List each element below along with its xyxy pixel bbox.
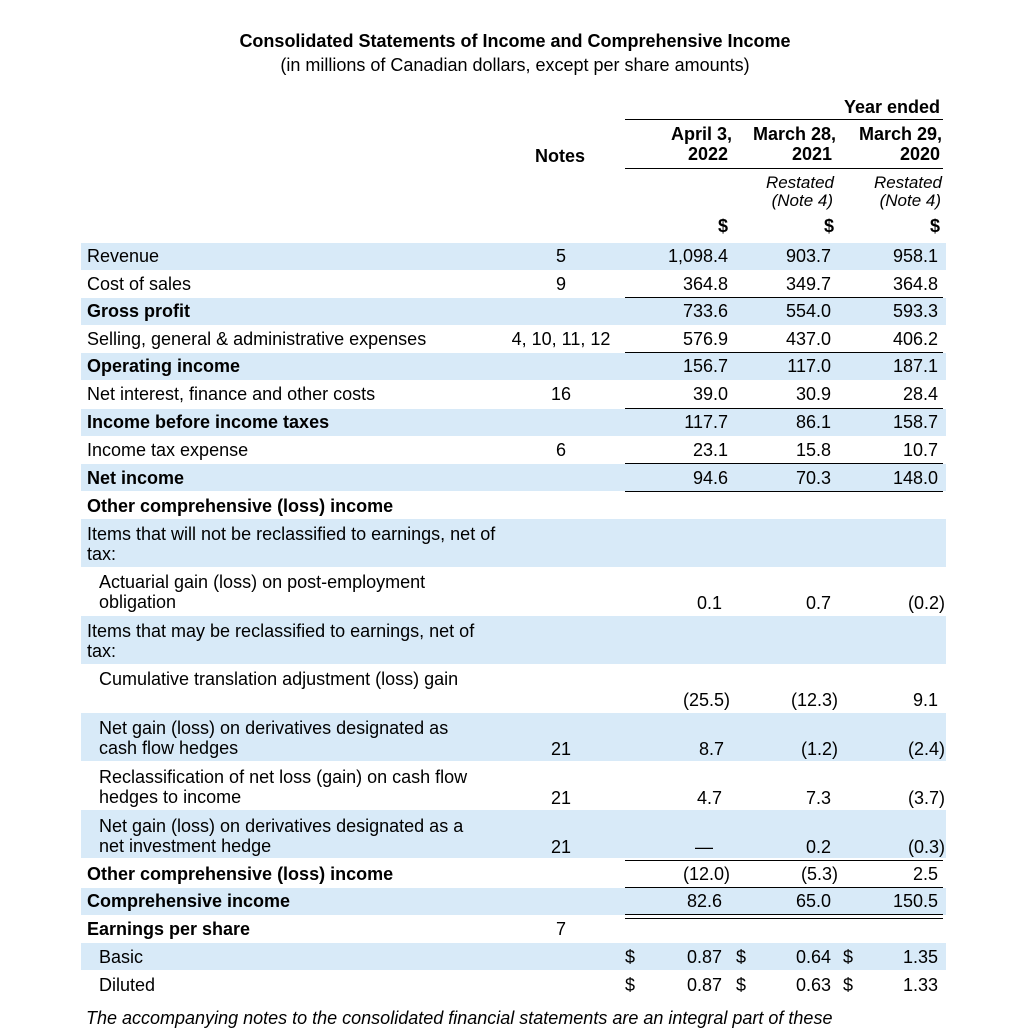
cell-2022: 94.6	[692, 468, 728, 488]
section-subheader: Items that may be reclassified to earnings, net of tax:	[87, 621, 475, 661]
row-notes: 5	[555, 246, 566, 266]
row-notes: 21	[550, 837, 572, 857]
cell-2020: 593.3	[892, 301, 938, 321]
cell-2022: (12.0)	[682, 864, 730, 884]
header-rule	[625, 119, 943, 120]
cell-2020: 1.33	[902, 975, 938, 995]
cell-2020: 958.1	[892, 246, 938, 266]
cell-2020: 187.1	[892, 356, 938, 376]
cell-2020: (2.4)	[907, 739, 945, 759]
col2-date: March 28,	[752, 124, 836, 144]
cell-2021: 554.0	[785, 301, 831, 321]
col1-year: 2022	[687, 144, 728, 164]
cell-2021: 0.7	[805, 593, 831, 613]
currency-symbol: $	[625, 975, 636, 995]
total-rule	[625, 491, 943, 492]
cell-2021: 70.3	[795, 468, 831, 488]
row-label: Basic	[99, 947, 144, 967]
cell-2020: 10.7	[902, 440, 938, 460]
cell-2020: (3.7)	[907, 788, 945, 808]
cell-2022: (25.5)	[682, 690, 730, 710]
row-notes: 6	[555, 440, 566, 460]
cell-2022: 0.1	[696, 593, 722, 613]
cell-2021: 7.3	[805, 788, 831, 808]
cell-2021: 0.63	[795, 975, 831, 995]
row-notes: 16	[550, 384, 572, 404]
cell-2022: 82.6	[686, 891, 722, 911]
cell-2021: 30.9	[795, 384, 831, 404]
cell-2022: 117.7	[684, 412, 728, 432]
row-label: Selling, general & administrative expenses	[87, 329, 427, 349]
double-underline	[625, 914, 943, 919]
cell-2021: (12.3)	[790, 690, 838, 710]
subtotal-rule	[625, 297, 943, 298]
row-label: Income before income taxes	[87, 412, 330, 432]
row-label: Net interest, finance and other costs	[87, 384, 376, 404]
row-label: Comprehensive income	[87, 891, 291, 911]
cell-2022: 364.8	[682, 274, 728, 294]
cell-2021: 117.0	[787, 356, 831, 376]
row-notes: 7	[555, 919, 566, 939]
row-label: Revenue	[87, 246, 160, 266]
footer-note: The accompanying notes to the consolidated financial statements are an integral part of these	[86, 1008, 833, 1028]
cell-2020: 364.8	[892, 274, 938, 294]
cell-2020: 148.0	[892, 468, 938, 488]
cell-2022: 4.7	[696, 788, 722, 808]
statement-subtitle: (in millions of Canadian dollars, except per share amounts)	[280, 55, 750, 75]
row-label: Net income	[87, 468, 185, 488]
cell-2022: 733.6	[682, 301, 728, 321]
cell-2021: 903.7	[785, 246, 831, 266]
cell-2020: (0.2)	[907, 593, 945, 613]
col3-year: 2020	[899, 144, 940, 164]
cell-2020: 28.4	[902, 384, 938, 404]
row-notes: 21	[550, 739, 572, 759]
row-label: Other comprehensive (loss) income	[87, 864, 394, 884]
cell-2020: 1.35	[902, 947, 938, 967]
cell-2021: 0.64	[795, 947, 831, 967]
currency-symbol: $	[625, 947, 636, 967]
cell-2020: 9.1	[912, 690, 938, 710]
col3-currency: $	[929, 216, 940, 236]
cell-2021: 437.0	[785, 329, 831, 349]
row-label: Cumulative translation adjustment (loss) gain	[99, 669, 459, 689]
row-notes: 21	[550, 788, 572, 808]
cell-2022: 156.7	[682, 356, 728, 376]
cell-2021: 15.8	[795, 440, 831, 460]
cell-2022: 0.87	[686, 975, 722, 995]
section-header: Other comprehensive (loss) income	[87, 496, 394, 516]
row-label: Cost of sales	[87, 274, 192, 294]
currency-symbol: $	[843, 975, 854, 995]
cell-2021: 65.0	[795, 891, 831, 911]
col3-date: March 29,	[858, 124, 942, 144]
row-label: Diluted	[99, 975, 156, 995]
row-label: Gross profit	[87, 301, 191, 321]
col2-restated: Restated	[765, 173, 834, 192]
currency-symbol: $	[843, 947, 854, 967]
cell-2022: 8.7	[698, 739, 724, 759]
section-header: Earnings per share	[87, 919, 251, 939]
col2-currency: $	[823, 216, 834, 236]
row-label: Net gain (loss) on derivatives designated as cash flow hedges	[99, 718, 449, 758]
cell-2022: —	[695, 837, 713, 857]
cell-2021: 0.2	[805, 837, 831, 857]
section-subheader: Items that will not be reclassified to earnings, net of tax:	[87, 524, 496, 564]
row-notes: 9	[555, 274, 566, 294]
cell-2021: 86.1	[795, 412, 831, 432]
year-ended-header: Year ended	[843, 97, 940, 117]
col2-restated-note: (Note 4)	[771, 191, 833, 210]
cell-2020: 2.5	[912, 864, 938, 884]
header-rule-2	[625, 168, 943, 169]
row-notes: 4, 10, 11, 12	[511, 329, 611, 349]
subtotal-rule	[625, 352, 943, 353]
row-label: Net gain (loss) on derivatives designated as a net investment hedge	[99, 816, 464, 856]
cell-2020: 158.7	[892, 412, 938, 432]
notes-header: Notes	[534, 146, 585, 166]
cell-2022: 0.87	[686, 947, 722, 967]
cell-2022: 576.9	[682, 329, 728, 349]
col2-year: 2021	[791, 144, 832, 164]
cell-2021: (5.3)	[800, 864, 838, 884]
statement-title: Consolidated Statements of Income and Comprehensive Income	[239, 31, 791, 51]
cell-2022: 23.1	[692, 440, 728, 460]
cell-2020: (0.3)	[907, 837, 945, 857]
cell-2021: (1.2)	[800, 739, 838, 759]
col1-date: April 3,	[670, 124, 732, 144]
subtotal-rule	[625, 463, 943, 464]
cell-2022: 39.0	[692, 384, 728, 404]
row-label: Actuarial gain (loss) on post-employment obligation	[99, 572, 426, 612]
cell-2022: 1,098.4	[667, 246, 728, 266]
cell-2020: 406.2	[892, 329, 938, 349]
row-label: Reclassification of net loss (gain) on cash flow hedges to income	[99, 767, 468, 807]
col3-restated-note: (Note 4)	[879, 191, 941, 210]
subtotal-rule	[625, 887, 943, 888]
subtotal-rule	[625, 860, 943, 861]
row-label: Income tax expense	[87, 440, 249, 460]
currency-symbol: $	[736, 947, 747, 967]
subtotal-rule	[625, 408, 943, 409]
col1-currency: $	[717, 216, 728, 236]
col3-restated: Restated	[873, 173, 942, 192]
cell-2021: 349.7	[785, 274, 831, 294]
currency-symbol: $	[736, 975, 747, 995]
cell-2020: 150.5	[892, 891, 938, 911]
row-label: Operating income	[87, 356, 241, 376]
